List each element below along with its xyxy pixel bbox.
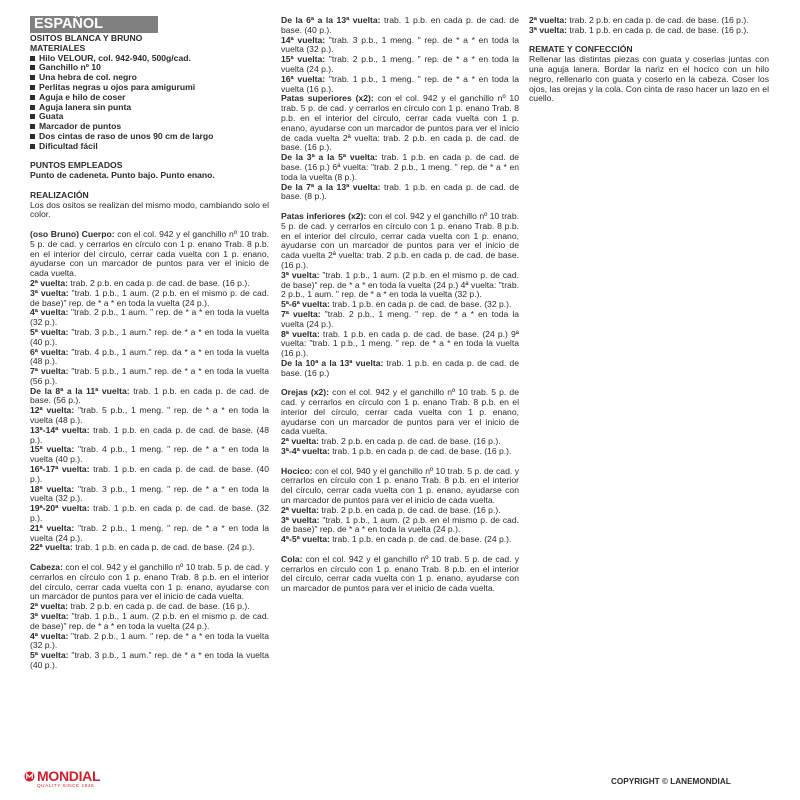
row-instruction	[281, 75, 519, 95]
row-text: "trab. 3 p.b., 1 meng. " rep. de * a * en toda la vuelta (32 p.).	[30, 483, 270, 504]
material-item: Perlitas negras u ojos para amigurumi	[30, 83, 269, 93]
row-text: trab. 1 p.b. en cada p. de cad. de base. (8 p.).	[281, 181, 519, 202]
row-instruction	[30, 465, 269, 485]
row-label: De la 6ª a la 13ª vuelta:	[281, 15, 381, 25]
row-label: 5ª vuelta:	[30, 326, 69, 337]
row-instruction	[30, 524, 269, 544]
brand-logo	[24, 770, 100, 789]
row-instruction	[30, 289, 269, 309]
brand-name: MONDIAL	[37, 768, 101, 784]
row-instruction	[281, 16, 519, 36]
brand-mark-icon	[24, 771, 35, 782]
row-label: 4ª-5ª vuelta:	[281, 534, 330, 545]
row-label: 13ª-14ª vuelta:	[30, 424, 90, 435]
row-label: 5ª vuelta:	[30, 650, 69, 661]
section-label: Patas superiores (x2):	[281, 93, 374, 104]
row-text: trab. 2 p.b. en cada p. de cad. de base. (16 p.).	[319, 436, 501, 447]
material-item: Hilo VELOUR, col. 942-940, 500g/cad.	[30, 54, 269, 64]
row-instruction	[30, 328, 269, 348]
row-label: 2ª vuelta:	[30, 277, 69, 288]
row-instruction	[281, 55, 519, 75]
row-text: trab. 1 p.b. en cada p. de cad. de base. (32 p.).	[30, 503, 269, 524]
material-item: Aguja lanera sin punta	[30, 103, 269, 113]
row-text: "trab. 4 p.b., 1 aum." rep. da * a * en toda la vuelta (48 p.).	[30, 346, 270, 367]
row-text: trab. 1 p.b. en cada p. de cad. de base. (40 p.).	[281, 15, 519, 35]
row-label: 16ª-17ª vuelta:	[30, 464, 90, 475]
row-text: trab. 1 p.b. en cada p. de cad. de base. (16 p.).	[329, 446, 512, 457]
row-instruction	[30, 406, 269, 426]
material-item: Dos cintas de raso de unos 90 cm de largo	[30, 132, 269, 142]
row-instruction	[30, 504, 269, 524]
row-label: 5ª-6ª vuelta:	[281, 299, 330, 310]
row-label: 15ª vuelta:	[30, 444, 75, 455]
row-text: "trab. 2 p.b., 1 meng. " rep. de * a * en toda la vuelta (24 p.).	[281, 308, 520, 329]
finishing-text: Rellenar las distintas piezas con guata y coserlas juntas con una aguja lanera. Bordar la nariz en el hocico con un hilo negro, rellenarlo con guata y coserlo en la cabeza. Coser los ojos, las orejas y la cola. Con cinta de raso hacer un lazo en el cuello.	[529, 54, 769, 104]
muzzle-intro	[281, 467, 519, 506]
row-text: trab. 1 p.b. en cada p. de cad. de base. (40 p.).	[30, 464, 269, 484]
row-label: 3ª vuelta:	[281, 514, 320, 525]
row-text: "trab. 4 p.b., 1 meng. " rep. de * a * en toda la vuelta (40 p.).	[30, 444, 270, 465]
row-instruction	[30, 632, 269, 652]
row-label: 14ª vuelta:	[281, 34, 326, 45]
section-label: Orejas (x2):	[281, 387, 330, 398]
column-2	[281, 16, 519, 594]
copyright-notice: COPYRIGHT © LANEMONDIAL	[611, 777, 731, 786]
row-text: "trab. 1 p.b., 1 aum. (2 p.b. en el mismo p. de cad. de base)" rep. de * a * en toda la vuelta (24 p.) 4ª vuelta: "trab. 2 p.b., 1 aum. " rep. de * a * en toda la vuelta (32 p.).	[281, 269, 519, 300]
stitches-text: Punto de cadeneta. Punto bajo. Punto enano.	[30, 170, 215, 181]
row-text: trab. 1 p.b. en cada p. de cad. de base. (48 p.).	[30, 424, 269, 445]
material-item: Ganchillo nº 10	[30, 63, 269, 73]
section-label: Patas inferiores (x2):	[281, 210, 367, 221]
row-instruction	[30, 308, 269, 328]
row-text: trab. 1 p.b. en cada p. de cad. de base. (16 p.)	[281, 357, 519, 378]
material-item: Aguja e hilo de coser	[30, 93, 269, 103]
row-text: trab. 2 p.b. en cada p. de cad. de base. (16 p.).	[319, 504, 501, 515]
row-text: trab. 1 p.b. en cada p. de cad. de base. (24 p.).	[72, 542, 255, 553]
row-instruction	[281, 310, 519, 330]
row-label: 22ª vuelta:	[30, 542, 73, 553]
row-label: 6ª vuelta:	[30, 346, 69, 357]
head-intro	[30, 563, 269, 602]
row-text: trab. 2 p.b. en cada p. de cad. de base. (16 p.).	[68, 601, 250, 612]
row-text: "trab. 2 p.b., 1 meng. " rep. de * a * en toda la vuelta (24 p.).	[30, 522, 270, 543]
materials-list	[30, 54, 269, 152]
row-text: "trab. 5 p.b., 1 meng. " rep. de * a * en toda la vuelta (48 p.).	[30, 405, 270, 426]
row-text: "trab. 1 p.b., 1 aum. (2 p.b. en el mismo p. de cad. de base)" rep. de * a * en toda la vuelta (24 p.).	[30, 611, 270, 631]
row-instruction	[529, 26, 769, 36]
row-instruction	[281, 535, 519, 545]
row-text: trab. 1 p.b. en cada p. de cad. de base. (32 p.).	[329, 299, 512, 310]
row-text: trab. 1 p.b. en cada p. de cad. de base. (24 p.).	[329, 534, 512, 545]
row-instruction	[30, 387, 269, 407]
row-instruction	[30, 612, 269, 632]
row-instruction	[281, 447, 519, 457]
column-3	[529, 16, 769, 104]
row-label: 16ª vuelta:	[281, 73, 326, 84]
row-instruction	[281, 183, 519, 203]
row-instruction	[281, 36, 519, 56]
row-label: De la 3ª a la 5ª vuelta:	[281, 152, 378, 163]
row-text: trab. 1 p.b. en cada p. de cad. de base. (16 p.) 6ª vuelta: "trab. 2 p.b., 1 meng. " rep. de * a * en toda la vuelta (8 p.).	[281, 152, 519, 182]
section-text: con el col. 942 y el ganchillo nº 10 trab. 5 p. de cad. y cerrarlos en círculo con 1 p. enano Trab. 8 p.b. en el interior del círculo, cerrar cada vuelta con 1 p. enano, ayudarse con un marcador de puntos para ver el inicio de cada vuelta 2ª vuelta: trab. 2 p.b. en cada p. de cad. de base. (16 p.).	[281, 93, 519, 153]
section-label: Hocico:	[281, 465, 313, 476]
brand-wordmark	[37, 770, 100, 789]
row-label: 4ª vuelta:	[30, 630, 69, 641]
row-text: "trab. 1 p.b., 1 meng. " rep. de * a * en toda la vuelta (16 p.).	[281, 73, 519, 94]
row-instruction	[30, 651, 269, 671]
lower-paws-intro	[281, 212, 519, 271]
row-text: "trab. 2 p.b., 1 aum. " rep. de * a * en toda la vuelta (32 p.).	[30, 307, 269, 328]
realization-text: Los dos ositos se realizan del mismo modo, cambiando solo el color.	[30, 199, 269, 220]
stitches-heading: PUNTOS EMPLEADOS	[30, 160, 123, 171]
row-label: 3ª vuelta:	[281, 269, 320, 280]
material-item: Guata	[30, 112, 269, 122]
row-text: "trab. 3 p.b., 1 aum." rep. de * a * en toda la vuelta (40 p.).	[30, 326, 270, 347]
row-instruction	[281, 271, 519, 300]
row-label: 2ª vuelta:	[529, 15, 568, 25]
ears-intro	[281, 388, 519, 437]
realization-heading: REALIZACIÓN	[30, 189, 89, 200]
finishing-heading: REMATE Y CONFECCIÓN	[529, 44, 633, 55]
row-instruction	[30, 485, 269, 505]
row-label: 12ª vuelta:	[30, 405, 75, 416]
row-text: trab. 1 p.b. en cada p. de cad. de base. (16 p.).	[567, 24, 749, 35]
row-instruction	[281, 330, 519, 359]
section-text: con el col. 942 y el ganchillo nº 10 trab. 5 p. de cad. y cerrarlos en círculo con 1 p. enano Trab. 8 p.b. en el interior del círculo, cerrar cada vuelta con 1 p. enano, ayudarse con un marcador de puntos para ver el inicio de cada vuelta.	[30, 228, 269, 279]
row-label: 3ª vuelta:	[529, 24, 568, 35]
row-label: De la 7ª a la 13ª vuelta:	[281, 181, 381, 192]
upper-paws-intro	[281, 94, 519, 153]
section-text: con el col. 942 y el ganchillo nº 10 trab. 5 p. de cad. y cerrarlos en círculo con 1 p. enano Trab. 8 p.b. en el interior del círculo, cerrar cada vuelta con 1 p. enano, ayudarse con un marcador de puntos para ver el inicio de cada vuelta.	[30, 562, 269, 602]
row-label: 18ª vuelta:	[30, 483, 75, 494]
row-instruction	[281, 516, 519, 536]
row-text: "trab. 1 p.b., 1 aum. (2 p.b. en el mismo p. de cad. de base)" rep. de * a * en toda la vuelta (24 p.).	[30, 287, 270, 308]
row-label: 7ª vuelta:	[30, 366, 69, 377]
row-label: 3ª vuelta:	[30, 611, 69, 622]
section-label: (oso Bruno) Cuerpo:	[30, 228, 115, 239]
row-label: 2ª vuelta:	[30, 601, 69, 612]
row-instruction	[30, 426, 269, 446]
row-text: "trab. 2 p.b., 1 aum. " rep. de * a * en toda la vuelta (32 p.).	[30, 630, 269, 651]
row-label: 7ª vuelta:	[281, 308, 321, 319]
row-label: 3ª-4ª vuelta:	[281, 446, 330, 457]
section-text: con el col. 942 y el ganchillo nº 10 trab. 5 p. de cad. y cerrarlos en círculo con 1 p. enano Trab. 8 p.b. en el interior del círculo, cerrar cada vuelta con 1 p. enano, ayudarse con un marcador de puntos para ver el inicio de cada vuelta 2ª vuelta: trab. 2 p.b. en cada p. de cad. de base. (16 p.).	[281, 210, 520, 270]
row-text: trab. 1 p.b. en cada p. de cad. de base. (56 p.).	[30, 385, 269, 406]
row-label: 2ª vuelta:	[281, 504, 320, 515]
material-item: Dificultad fácil	[30, 142, 269, 152]
row-instruction	[281, 153, 519, 182]
material-item: Una hebra de col. negro	[30, 73, 269, 83]
row-label: De la 10ª a la 13ª vuelta:	[281, 357, 384, 368]
column-1	[30, 16, 269, 671]
section-label: Cabeza:	[30, 562, 63, 573]
pattern-title: OSITOS BLANCA Y BRUNO	[30, 33, 143, 43]
section-text: con el col. 942 y el ganchillo nº 10 trab. 5 p. de cad. y cerrarlos en círculo con 1 p. enano Trab. 8 p.b. en el interior del círculo, cerrar cada vuelta con 1 p. enano, ayudarse con un marcador de puntos para ver el inicio de cada vuelta.	[281, 387, 519, 437]
row-instruction	[30, 445, 269, 465]
tail-intro	[281, 555, 519, 594]
row-label: 21ª vuelta:	[30, 522, 75, 533]
row-text: "trab. 3 p.b., 1 aum." rep. de * a * en toda la vuelta (40 p.).	[30, 650, 270, 670]
row-text: trab. 2 p.b. en cada p. de cad. de base. (16 p.).	[68, 277, 250, 288]
material-item: Marcador de puntos	[30, 122, 269, 132]
row-instruction	[281, 359, 519, 379]
brand-tagline: QUALITY SINCE 1946	[37, 783, 95, 788]
row-text: "trab. 1 p.b., 1 aum. (2 p.b. en el mismo p. de cad. de base)" rep. de * a * en toda la vuelta (24 p.).	[281, 514, 519, 535]
row-instruction	[30, 543, 269, 553]
row-instruction	[30, 348, 269, 368]
row-label: 2ª vuelta:	[281, 436, 320, 447]
section-text: con el col. 942 y el ganchillo nº 10 trab. 5 p. de cad. y cerrarlos en círculo con 1 p. enano Trab. 8 p.b. en el interior del círculo, cerrar cada vuelta con 1 p. enano, ayudarse con un marcador de puntos para ver el inicio de cada vuelta.	[281, 553, 519, 594]
row-text: "trab. 5 p.b., 1 aum." rep. de * a * en toda la vuelta (56 p.).	[30, 366, 270, 386]
row-instruction	[30, 367, 269, 387]
row-label: 8ª vuelta:	[281, 328, 320, 339]
body-intro	[30, 230, 269, 279]
row-text: trab. 1 p.b. en cada p. de cad. de base. (24 p.) 9ª vuelta: "trab. 1 p.b., 1 meng. " rep. de * a * en toda la vuelta (16 p.).	[281, 328, 519, 359]
row-label: 4ª vuelta:	[30, 307, 69, 318]
row-label: 3ª vuelta:	[30, 287, 69, 298]
language-badge: ESPAÑOL	[30, 16, 158, 33]
row-text: "trab. 3 p.b., 1 meng. " rep. de * a * en toda la vuelta (32 p.).	[281, 34, 519, 55]
section-label: Cola:	[281, 553, 303, 564]
materials-heading: MATERIALES	[30, 42, 86, 53]
row-text: trab. 2 p.b. en cada p. de cad. de base. (16 p.).	[567, 15, 749, 25]
row-label: 19ª-20ª vuelta:	[30, 503, 90, 514]
row-label: 15ª vuelta:	[281, 54, 326, 65]
row-label: De la 8ª a la 11ª vuelta:	[30, 385, 130, 396]
row-text: "trab. 2 p.b., 1 meng. " rep. de * a * en toda la vuelta (24 p.).	[281, 54, 519, 74]
section-text: con el col. 940 y el ganchillo nº 10 trab. 5 p. de cad. y cerrarlos en círculo con 1 p. enano Trab. 8 p.b. en el interior del círculo, cerrar cada vuelta con 1 p. enano, ayudarse con un marcador de puntos para ver el inicio de cada vuelta.	[281, 465, 519, 506]
